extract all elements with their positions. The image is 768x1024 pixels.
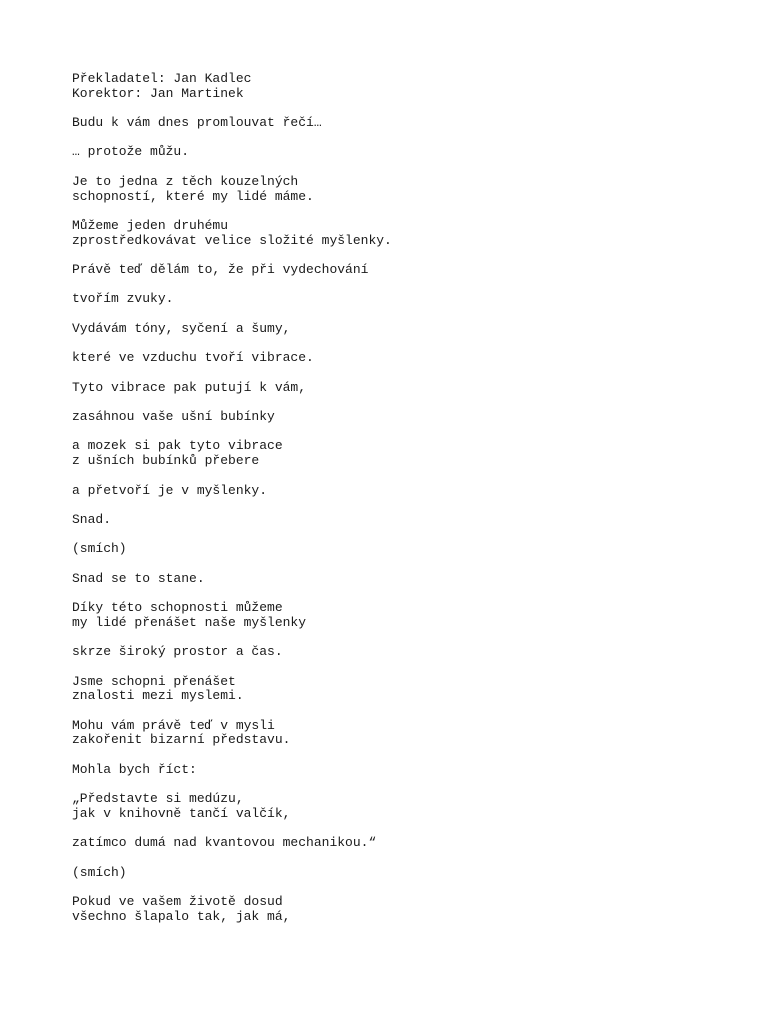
- text-line: … protože můžu.: [72, 144, 190, 160]
- text-line: zprostředkovávat velice složité myšlenky.: [72, 232, 392, 248]
- paragraph: [72, 675, 752, 704]
- document-page: [72, 72, 752, 939]
- paragraph: [72, 381, 752, 396]
- text-line: Mohu vám právě teď v mysli: [72, 717, 275, 733]
- paragraph: [72, 542, 752, 557]
- text-line: (smích): [72, 541, 127, 557]
- paragraph: [72, 836, 752, 851]
- text-line: zakořenit bizarní představu.: [72, 732, 291, 748]
- text-line: my lidé přenášet naše myšlenky: [72, 614, 307, 630]
- text-line: skrze široký prostor a čas.: [72, 644, 283, 660]
- text-line: zatímco dumá nad kvantovou mechanikou.“: [72, 835, 377, 851]
- text-line: Vydávám tóny, syčení a šumy,: [72, 320, 291, 336]
- text-line: Překladatel: Jan Kadlec: [72, 71, 252, 86]
- text-line: Mohla bych říct:: [72, 761, 197, 777]
- text-line: které ve vzduchu tvoří vibrace.: [72, 350, 314, 366]
- paragraph: [72, 439, 752, 468]
- text-line: Snad se to stane.: [72, 570, 205, 586]
- text-line: Jsme schopni přenášet: [72, 673, 236, 689]
- paragraph: [72, 292, 752, 307]
- text-line: a přetvoří je v myšlenky.: [72, 482, 268, 498]
- paragraph: [72, 513, 752, 528]
- text-line: Je to jedna z těch kouzelných: [72, 173, 299, 189]
- paragraph: [72, 572, 752, 587]
- text-line: tvořím zvuky.: [72, 291, 174, 307]
- text-line: Právě teď dělám to, že při vydechování: [72, 262, 369, 278]
- paragraph: [72, 645, 752, 660]
- paragraph: [72, 145, 752, 160]
- paragraph: [72, 116, 752, 131]
- text-line: schopností, které my lidé máme.: [72, 188, 314, 204]
- paragraph: [72, 792, 752, 821]
- text-line: a mozek si pak tyto vibrace: [72, 438, 283, 454]
- paragraph: [72, 601, 752, 630]
- text-line: (smích): [72, 864, 127, 880]
- text-line: Díky této schopnosti můžeme: [72, 600, 283, 616]
- text-line: z ušních bubínků přebere: [72, 453, 260, 469]
- text-line: Pokud ve vašem životě dosud: [72, 894, 283, 909]
- text-line: „Představte si medúzu,: [72, 791, 244, 807]
- paragraph-credits: [72, 72, 752, 101]
- paragraph: [72, 895, 752, 924]
- text-line: všechno šlapalo tak, jak má,: [72, 908, 291, 924]
- paragraph: [72, 484, 752, 499]
- text-line: Snad.: [72, 511, 112, 527]
- paragraph: [72, 175, 752, 204]
- paragraph: [72, 719, 752, 748]
- paragraph: [72, 866, 752, 881]
- paragraph: [72, 351, 752, 366]
- paragraph: [72, 763, 752, 778]
- text-line: zasáhnou vaše ušní bubínky: [72, 409, 275, 425]
- text-line: Můžeme jeden druhému: [72, 217, 229, 233]
- text-line: Tyto vibrace pak putují k vám,: [72, 379, 307, 395]
- text-line: Korektor: Jan Martinek: [72, 85, 244, 101]
- paragraph: [72, 322, 752, 337]
- text-line: jak v knihovně tančí valčík,: [72, 805, 291, 821]
- paragraph: [72, 263, 752, 278]
- paragraph: [72, 219, 752, 248]
- text-line: znalosti mezi myslemi.: [72, 688, 244, 704]
- text-line: Budu k vám dnes promlouvat řečí…: [72, 115, 322, 131]
- paragraph: [72, 410, 752, 425]
